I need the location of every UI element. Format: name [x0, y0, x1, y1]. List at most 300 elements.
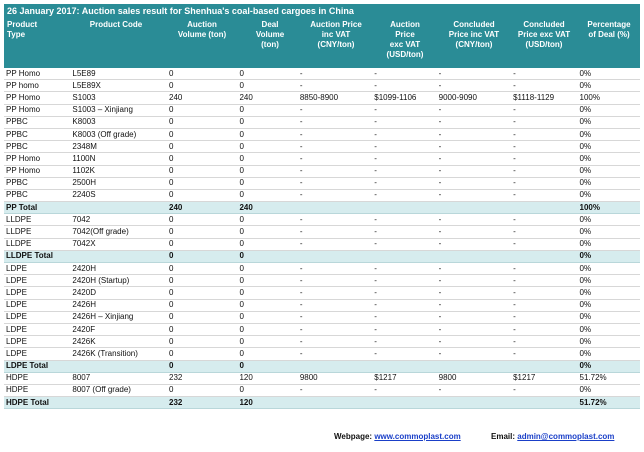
- cell-code: 2426K (Transition): [70, 348, 167, 360]
- table-row: [4, 275, 640, 287]
- cell-type: PP Total: [4, 202, 70, 214]
- cell-type: HDPE: [4, 384, 70, 396]
- cell-pct: 0%: [578, 189, 640, 201]
- table-row: [4, 323, 640, 335]
- cell-auction-exc: -: [372, 214, 436, 226]
- header-product-type: [7, 20, 67, 40]
- cell-pct: 0%: [578, 80, 640, 92]
- cell-deal-vol: 0: [237, 384, 297, 396]
- cell-deal-vol: 0: [237, 165, 297, 177]
- cell-concluded-exc: -: [511, 287, 577, 299]
- cell-type: PP Homo: [4, 153, 70, 165]
- cell-auction-vol: 0: [167, 141, 237, 153]
- cell-pct: 0%: [578, 104, 640, 116]
- cell-concluded-inc: -: [437, 287, 511, 299]
- header-product-code: [70, 20, 162, 30]
- cell-deal-vol: 0: [237, 311, 297, 323]
- table-row: [4, 238, 640, 250]
- cell-auction-inc: -: [298, 214, 372, 226]
- cell-deal-vol: 0: [237, 360, 297, 372]
- cell-auction-inc: -: [298, 80, 372, 92]
- table-row: [4, 263, 640, 275]
- cell-auction-inc: [298, 250, 372, 262]
- total-row: [4, 202, 640, 214]
- cell-auction-vol: 0: [167, 116, 237, 128]
- cell-auction-exc: $1217: [372, 372, 436, 384]
- cell-concluded-exc: -: [511, 128, 577, 140]
- cell-auction-inc: -: [298, 189, 372, 201]
- cell-auction-inc: -: [298, 141, 372, 153]
- cell-type: PP homo: [4, 80, 70, 92]
- cell-deal-vol: 0: [237, 287, 297, 299]
- cell-auction-exc: -: [372, 177, 436, 189]
- cell-code: 1102K: [70, 165, 167, 177]
- cell-concluded-inc: -: [437, 384, 511, 396]
- header-auction-price-inc-vat: [300, 20, 372, 50]
- header-auction-volume: [164, 20, 240, 40]
- cell-auction-vol: 0: [167, 299, 237, 311]
- cell-deal-vol: 0: [237, 104, 297, 116]
- cell-pct: 0%: [578, 141, 640, 153]
- table-row: [4, 177, 640, 189]
- cell-concluded-inc: -: [437, 153, 511, 165]
- cell-concluded-inc: -: [437, 104, 511, 116]
- cell-deal-vol: 0: [237, 68, 297, 80]
- cell-auction-inc: -: [298, 275, 372, 287]
- cell-code: 2420H (Startup): [70, 275, 167, 287]
- header-line: Volume: [255, 30, 285, 39]
- cell-concluded-exc: [511, 397, 577, 409]
- cell-deal-vol: 0: [237, 263, 297, 275]
- cell-auction-vol: 0: [167, 336, 237, 348]
- cell-auction-exc: -: [372, 141, 436, 153]
- cell-concluded-inc: -: [437, 348, 511, 360]
- cell-code: [70, 360, 167, 372]
- header-line: Product: [7, 20, 38, 29]
- cell-type: LLDPE: [4, 238, 70, 250]
- cell-pct: 51.72%: [578, 372, 640, 384]
- cell-deal-vol: 120: [237, 397, 297, 409]
- header-line: Price: [395, 30, 415, 39]
- cell-concluded-exc: -: [511, 141, 577, 153]
- cell-type: LLDPE: [4, 214, 70, 226]
- table-row: [4, 348, 640, 360]
- cell-concluded-inc: 9800: [437, 372, 511, 384]
- cell-concluded-exc: -: [511, 104, 577, 116]
- cell-auction-exc: $1099-1106: [372, 92, 436, 104]
- cell-auction-exc: -: [372, 68, 436, 80]
- cell-type: LDPE: [4, 275, 70, 287]
- cell-auction-inc: -: [298, 263, 372, 275]
- cell-type: HDPE: [4, 372, 70, 384]
- cell-deal-vol: 0: [237, 116, 297, 128]
- cell-auction-inc: [298, 202, 372, 214]
- cell-auction-exc: -: [372, 128, 436, 140]
- cell-auction-vol: 240: [167, 202, 237, 214]
- cell-auction-vol: 232: [167, 372, 237, 384]
- cell-concluded-exc: -: [511, 80, 577, 92]
- cell-concluded-inc: -: [437, 299, 511, 311]
- report-title: 26 January 2017: Auction sales result for Shenhua's coal-based cargoes in China: [4, 4, 640, 18]
- cell-deal-vol: 0: [237, 250, 297, 262]
- header-line: Percentage: [587, 20, 631, 29]
- cell-auction-inc: [298, 397, 372, 409]
- cell-concluded-exc: [511, 202, 577, 214]
- cell-pct: 0%: [578, 165, 640, 177]
- cell-pct: 0%: [578, 275, 640, 287]
- cell-type: LDPE: [4, 263, 70, 275]
- cell-auction-exc: -: [372, 299, 436, 311]
- cell-type: HDPE Total: [4, 397, 70, 409]
- cell-deal-vol: 0: [237, 226, 297, 238]
- cell-deal-vol: 0: [237, 299, 297, 311]
- cell-concluded-inc: -: [437, 116, 511, 128]
- cell-pct: 51.72%: [578, 397, 640, 409]
- cell-auction-exc: -: [372, 336, 436, 348]
- cell-concluded-inc: -: [437, 165, 511, 177]
- header-line: Concluded: [523, 20, 565, 29]
- table-row: [4, 141, 640, 153]
- table-row: [4, 336, 640, 348]
- cell-concluded-exc: -: [511, 275, 577, 287]
- cell-concluded-inc: -: [437, 275, 511, 287]
- cell-concluded-exc: -: [511, 384, 577, 396]
- cell-code: [70, 250, 167, 262]
- cell-auction-inc: -: [298, 311, 372, 323]
- table-row: [4, 116, 640, 128]
- cell-pct: 0%: [578, 311, 640, 323]
- table-row: [4, 287, 640, 299]
- email-label: Email:: [491, 432, 516, 441]
- cell-deal-vol: 0: [237, 153, 297, 165]
- cell-concluded-inc: [437, 202, 511, 214]
- cell-concluded-exc: -: [511, 238, 577, 250]
- table-row: [4, 372, 640, 384]
- cell-code: L5E89: [70, 68, 167, 80]
- cell-concluded-inc: -: [437, 68, 511, 80]
- cell-concluded-inc: -: [437, 80, 511, 92]
- cell-code: 2348M: [70, 141, 167, 153]
- cell-code: 8007 (Off grade): [70, 384, 167, 396]
- header-concluded-price-inc-vat: [438, 20, 510, 50]
- cell-pct: 100%: [578, 202, 640, 214]
- cell-code: 2500H: [70, 177, 167, 189]
- header-line: Auction Price: [310, 20, 362, 29]
- cell-type: PPBC: [4, 116, 70, 128]
- cell-concluded-exc: $1118-1129: [511, 92, 577, 104]
- table-row: [4, 104, 640, 116]
- cell-deal-vol: 0: [237, 238, 297, 250]
- cell-auction-exc: -: [372, 263, 436, 275]
- cell-deal-vol: 240: [237, 92, 297, 104]
- cell-pct: 0%: [578, 384, 640, 396]
- cell-pct: 0%: [578, 68, 640, 80]
- cell-auction-exc: -: [372, 323, 436, 335]
- email-contact: [491, 430, 614, 444]
- cell-code: [70, 202, 167, 214]
- webpage-contact: [334, 430, 461, 444]
- cell-type: LDPE: [4, 311, 70, 323]
- cell-auction-vol: 0: [167, 68, 237, 80]
- cell-concluded-exc: -: [511, 153, 577, 165]
- header-line: Auction: [390, 20, 420, 29]
- table-row: [4, 226, 640, 238]
- cell-auction-exc: -: [372, 80, 436, 92]
- cell-auction-exc: -: [372, 165, 436, 177]
- header-line: inc VAT: [321, 30, 351, 39]
- cell-concluded-exc: -: [511, 177, 577, 189]
- cell-auction-inc: -: [298, 165, 372, 177]
- table-row: [4, 128, 640, 140]
- cell-deal-vol: 120: [237, 372, 297, 384]
- header-line: (USD/ton): [525, 40, 563, 49]
- cell-type: PP Homo: [4, 92, 70, 104]
- cell-auction-vol: 240: [167, 92, 237, 104]
- cell-auction-vol: 0: [167, 80, 237, 92]
- cell-auction-exc: -: [372, 275, 436, 287]
- cell-type: PP Homo: [4, 104, 70, 116]
- cell-concluded-inc: [437, 360, 511, 372]
- cell-auction-vol: 0: [167, 250, 237, 262]
- cell-code: 2426H – Xinjiang: [70, 311, 167, 323]
- cell-auction-inc: -: [298, 384, 372, 396]
- cell-auction-vol: 0: [167, 384, 237, 396]
- cell-type: LDPE: [4, 336, 70, 348]
- header-auction-price-exc-vat: [372, 20, 438, 60]
- header-line: Price exc VAT: [517, 30, 571, 39]
- cell-type: LDPE: [4, 287, 70, 299]
- header-concluded-price-exc-vat: [510, 20, 578, 50]
- total-row: [4, 397, 640, 409]
- cell-deal-vol: 0: [237, 128, 297, 140]
- cell-auction-vol: 0: [167, 128, 237, 140]
- header-line: (CNY/ton): [455, 40, 493, 49]
- cell-type: PP Homo: [4, 68, 70, 80]
- table-row: [4, 384, 640, 396]
- table-row: [4, 80, 640, 92]
- cell-auction-vol: 0: [167, 214, 237, 226]
- cell-concluded-inc: [437, 397, 511, 409]
- cell-auction-exc: -: [372, 226, 436, 238]
- table-row: [4, 299, 640, 311]
- cell-auction-vol: 0: [167, 348, 237, 360]
- cell-auction-inc: -: [298, 68, 372, 80]
- cell-concluded-exc: -: [511, 214, 577, 226]
- cell-code: S1003 – Xinjiang: [70, 104, 167, 116]
- cell-concluded-exc: -: [511, 165, 577, 177]
- cell-code: K8003 (Off grade): [70, 128, 167, 140]
- cell-pct: 0%: [578, 177, 640, 189]
- cell-deal-vol: 0: [237, 189, 297, 201]
- cell-code: 8007: [70, 372, 167, 384]
- cell-code: 2420D: [70, 287, 167, 299]
- cell-concluded-exc: -: [511, 116, 577, 128]
- cell-auction-vol: 0: [167, 360, 237, 372]
- cell-pct: 0%: [578, 336, 640, 348]
- cell-auction-vol: 0: [167, 275, 237, 287]
- header-line: (USD/ton): [386, 50, 424, 59]
- table-row: [4, 311, 640, 323]
- cell-deal-vol: 0: [237, 336, 297, 348]
- cell-code: K8003: [70, 116, 167, 128]
- cell-code: 2426K: [70, 336, 167, 348]
- header-line: Deal: [261, 20, 279, 29]
- cell-concluded-inc: -: [437, 323, 511, 335]
- cell-concluded-inc: -: [437, 189, 511, 201]
- header-line: Volume (ton): [177, 30, 227, 39]
- cell-auction-vol: 0: [167, 238, 237, 250]
- cell-auction-inc: -: [298, 323, 372, 335]
- cell-type: PPBC: [4, 141, 70, 153]
- cell-auction-exc: [372, 360, 436, 372]
- table-row: [4, 92, 640, 104]
- cell-type: PPBC: [4, 189, 70, 201]
- cell-deal-vol: 0: [237, 348, 297, 360]
- cell-type: LDPE: [4, 323, 70, 335]
- cell-type: LLDPE: [4, 226, 70, 238]
- cell-pct: 0%: [578, 153, 640, 165]
- cell-deal-vol: 0: [237, 141, 297, 153]
- cell-code: 1100N: [70, 153, 167, 165]
- cell-auction-exc: [372, 250, 436, 262]
- cell-code: S1003: [70, 92, 167, 104]
- cell-concluded-inc: -: [437, 214, 511, 226]
- cell-code: 2420H: [70, 263, 167, 275]
- table-header: [4, 18, 640, 68]
- cell-concluded-exc: -: [511, 226, 577, 238]
- cell-pct: 0%: [578, 263, 640, 275]
- cell-pct: 0%: [578, 116, 640, 128]
- cell-auction-vol: 232: [167, 397, 237, 409]
- cell-auction-vol: 0: [167, 177, 237, 189]
- cell-concluded-inc: -: [437, 336, 511, 348]
- cell-concluded-exc: -: [511, 348, 577, 360]
- cell-concluded-inc: -: [437, 263, 511, 275]
- cell-concluded-inc: -: [437, 177, 511, 189]
- cell-auction-inc: -: [298, 177, 372, 189]
- cell-concluded-inc: 9000-9090: [437, 92, 511, 104]
- cell-deal-vol: 0: [237, 323, 297, 335]
- cell-concluded-inc: -: [437, 128, 511, 140]
- cell-pct: 0%: [578, 299, 640, 311]
- cell-concluded-exc: -: [511, 323, 577, 335]
- cell-auction-vol: 0: [167, 263, 237, 275]
- cell-auction-inc: -: [298, 287, 372, 299]
- cell-auction-exc: -: [372, 104, 436, 116]
- cell-concluded-exc: $1217: [511, 372, 577, 384]
- total-row: [4, 360, 640, 372]
- header-line: (ton): [261, 40, 279, 49]
- cell-concluded-exc: -: [511, 336, 577, 348]
- webpage-label: Webpage:: [334, 432, 373, 441]
- cell-auction-vol: 0: [167, 189, 237, 201]
- cell-deal-vol: 0: [237, 275, 297, 287]
- cell-concluded-inc: -: [437, 141, 511, 153]
- cell-code: 2420F: [70, 323, 167, 335]
- cell-code: 2426H: [70, 299, 167, 311]
- cell-auction-inc: -: [298, 299, 372, 311]
- header-line: (CNY/ton): [317, 40, 355, 49]
- cell-auction-exc: -: [372, 238, 436, 250]
- cell-pct: 100%: [578, 92, 640, 104]
- total-row: [4, 250, 640, 262]
- cell-deal-vol: 0: [237, 80, 297, 92]
- cell-concluded-inc: -: [437, 226, 511, 238]
- cell-pct: 0%: [578, 348, 640, 360]
- cell-pct: 0%: [578, 238, 640, 250]
- cell-auction-inc: -: [298, 104, 372, 116]
- cell-deal-vol: 0: [237, 177, 297, 189]
- cell-auction-vol: 0: [167, 287, 237, 299]
- cell-concluded-exc: -: [511, 68, 577, 80]
- header-line: Concluded: [453, 20, 495, 29]
- cell-auction-exc: -: [372, 311, 436, 323]
- cell-auction-inc: -: [298, 128, 372, 140]
- header-line: Type: [7, 30, 26, 39]
- cell-type: PP Homo: [4, 165, 70, 177]
- cell-deal-vol: 0: [237, 214, 297, 226]
- cell-auction-inc: -: [298, 336, 372, 348]
- cell-auction-exc: -: [372, 153, 436, 165]
- cell-type: PPBC: [4, 177, 70, 189]
- table-row: [4, 165, 640, 177]
- cell-concluded-inc: -: [437, 311, 511, 323]
- cell-auction-vol: 0: [167, 104, 237, 116]
- header-line: Price inc VAT: [448, 30, 500, 39]
- cell-auction-exc: -: [372, 384, 436, 396]
- table-row: [4, 153, 640, 165]
- auction-table: [4, 68, 640, 409]
- cell-deal-vol: 240: [237, 202, 297, 214]
- header-line: Product Code: [89, 20, 143, 29]
- cell-auction-exc: -: [372, 348, 436, 360]
- cell-code: 7042X: [70, 238, 167, 250]
- header-percentage-of-deal: [578, 20, 640, 40]
- cell-concluded-exc: -: [511, 299, 577, 311]
- cell-auction-vol: 0: [167, 165, 237, 177]
- header-line: exc VAT: [389, 40, 421, 49]
- cell-auction-inc: 8850-8900: [298, 92, 372, 104]
- cell-type: LDPE Total: [4, 360, 70, 372]
- cell-type: LLDPE Total: [4, 250, 70, 262]
- cell-auction-exc: -: [372, 287, 436, 299]
- cell-auction-vol: 0: [167, 311, 237, 323]
- header-line: Auction: [187, 20, 217, 29]
- cell-auction-vol: 0: [167, 226, 237, 238]
- email-link[interactable]: admin@commoplast.com: [517, 432, 615, 441]
- cell-pct: 0%: [578, 323, 640, 335]
- header-line: of Deal (%): [588, 30, 630, 39]
- table-row: [4, 189, 640, 201]
- webpage-link[interactable]: www.commoplast.com: [374, 432, 461, 441]
- cell-pct: 0%: [578, 250, 640, 262]
- cell-auction-vol: 0: [167, 153, 237, 165]
- cell-auction-inc: 9800: [298, 372, 372, 384]
- cell-pct: 0%: [578, 214, 640, 226]
- cell-auction-inc: -: [298, 238, 372, 250]
- cell-type: LDPE: [4, 348, 70, 360]
- cell-code: 7042(Off grade): [70, 226, 167, 238]
- cell-auction-inc: -: [298, 226, 372, 238]
- header-deal-volume: [240, 20, 300, 50]
- cell-concluded-exc: [511, 360, 577, 372]
- cell-pct: 0%: [578, 128, 640, 140]
- cell-code: 2240S: [70, 189, 167, 201]
- cell-auction-exc: -: [372, 189, 436, 201]
- cell-auction-exc: -: [372, 116, 436, 128]
- cell-pct: 0%: [578, 226, 640, 238]
- cell-code: [70, 397, 167, 409]
